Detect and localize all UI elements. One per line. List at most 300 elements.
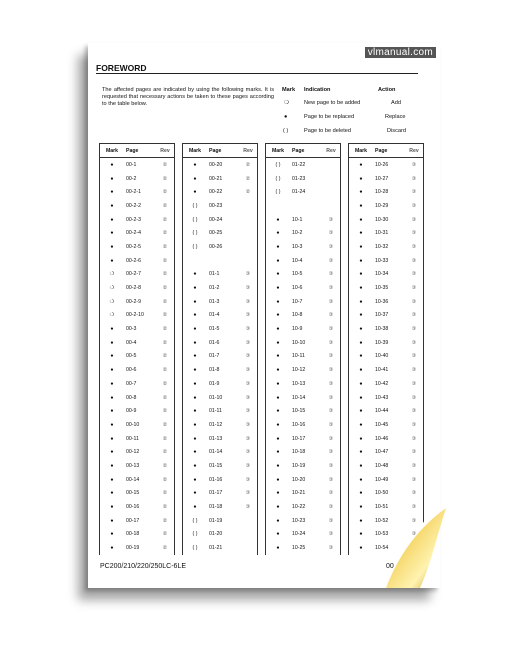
rev-cell: ③	[245, 285, 251, 292]
mark-cell: ●	[110, 408, 114, 415]
rev-cell: ③	[245, 421, 251, 428]
page-cell: 00-9	[126, 408, 137, 415]
legend-header-mark: Mark	[282, 87, 296, 93]
mark-cell: ●	[110, 462, 114, 469]
page-cell: 00-14	[126, 476, 140, 483]
mark-cell: ●	[193, 161, 197, 168]
mark-cell: ●	[359, 531, 363, 538]
rev-cell: ③	[411, 230, 417, 237]
page-cell: 10-11	[292, 353, 305, 360]
page-cell: 01-6	[209, 339, 220, 346]
page-cell: 10-29	[375, 202, 389, 209]
mark-cell: ( )	[275, 175, 281, 182]
legend-action-delete: Discard	[387, 128, 406, 134]
rev-cell: ②	[162, 462, 168, 469]
page-cell: 00-10	[126, 421, 140, 428]
rev-cell: ③	[245, 326, 251, 333]
rev-cell: ③	[411, 490, 417, 497]
mark-cell: ●	[193, 490, 197, 497]
page-cell: 10-50	[375, 490, 389, 497]
mark-cell: ●	[110, 504, 114, 511]
rev-cell: ③	[245, 271, 251, 278]
page-cell: 00-18	[126, 531, 140, 538]
page-cell: 01-15	[209, 462, 223, 469]
page-cell: 10-34	[375, 271, 389, 278]
rev-cell: ②	[162, 230, 168, 237]
column-header-page: Page	[290, 144, 322, 158]
rev-cell: ②	[162, 408, 168, 415]
mark-cell: ( )	[192, 216, 198, 223]
mark-cell: ●	[193, 476, 197, 483]
rev-cell: ③	[328, 339, 334, 346]
rev-cell: ③	[245, 435, 251, 442]
mark-cell: ●	[359, 271, 363, 278]
mark-cell: ●	[276, 476, 280, 483]
mark-cell: ●	[110, 326, 114, 333]
mark-cell: ●	[193, 339, 197, 346]
mark-cell: ●	[110, 175, 114, 182]
rev-cell: ②	[162, 326, 168, 333]
page-cell: 01-16	[209, 476, 223, 483]
mark-cell: ●	[359, 394, 363, 401]
page-cell: 10-43	[375, 394, 389, 401]
mark-cell: ( )	[192, 545, 198, 552]
rev-cell: ③	[245, 339, 251, 346]
page-cell: 00-4	[126, 339, 137, 346]
legend-indication-delete: Page to be deleted	[304, 128, 351, 134]
mark-cell: ●	[276, 257, 280, 264]
rev-cell: ③	[328, 353, 334, 360]
mark-cell: ●	[359, 257, 363, 264]
mark-cell: ●	[276, 367, 280, 374]
page-title: FOREWORD	[96, 63, 147, 73]
mark-cell: ●	[110, 449, 114, 456]
mark-cell: ●	[359, 449, 363, 456]
page-cell: 10-25	[292, 545, 306, 552]
page-cell: 00-23	[209, 202, 223, 209]
page-cell: 01-11	[209, 408, 222, 415]
rev-cell: ③	[245, 394, 251, 401]
rev-cell: ②	[162, 490, 168, 497]
mark-cell: ( )	[275, 161, 281, 168]
page-cell: 01-5	[209, 326, 220, 333]
rev-cell: ③	[411, 408, 417, 415]
page-cell: 10-15	[292, 408, 306, 415]
rev-cell: ③	[328, 504, 334, 511]
page-cell: 00-2-4	[126, 230, 141, 237]
page-cell: 10-49	[375, 476, 389, 483]
mark-cell: ●	[359, 462, 363, 469]
rev-cell: ②	[162, 257, 168, 264]
rev-cell: ③	[328, 312, 334, 319]
page-cell: 00-17	[126, 517, 140, 524]
mark-cell: ●	[276, 435, 280, 442]
mark-cell: ●	[193, 435, 197, 442]
page-cell: 01-24	[292, 189, 306, 196]
page-cell: 10-5	[292, 271, 303, 278]
rev-cell: ③	[411, 380, 417, 387]
rev-cell: ②	[162, 216, 168, 223]
column-header-mark: Mark	[183, 144, 208, 158]
mark-cell: ●	[359, 202, 363, 209]
mark-cell: ●	[110, 394, 114, 401]
rev-cell: ③	[328, 394, 334, 401]
rev-cell: ②	[162, 380, 168, 387]
rev-cell: ③	[411, 367, 417, 374]
page-cell: 00-1	[126, 161, 137, 168]
mark-cell: ●	[359, 298, 363, 305]
mark-cell: ❍	[109, 285, 115, 292]
rev-cell: ③	[328, 257, 334, 264]
rev-cell: ③	[328, 517, 334, 524]
mark-cell: ●	[276, 449, 280, 456]
rev-cell: ③	[328, 490, 334, 497]
page-cell: 10-16	[292, 421, 306, 428]
page-cell: 10-53	[375, 531, 389, 538]
mark-cell: ●	[359, 421, 363, 428]
page-cell: 01-9	[209, 380, 220, 387]
mark-cell: ●	[359, 339, 363, 346]
mark-cell: ●	[359, 517, 363, 524]
rev-cell: ③	[328, 271, 334, 278]
page-cell: 01-22	[292, 161, 306, 168]
page-cell: 10-26	[375, 161, 389, 168]
mark-cell: ●	[359, 326, 363, 333]
mark-cell: ●	[193, 175, 197, 182]
page-cell: 10-17	[292, 435, 306, 442]
page-cell: 00-6	[126, 367, 137, 374]
mark-cell: ❍	[109, 298, 115, 305]
mark-cell: ●	[359, 490, 363, 497]
mark-cell: ●	[359, 175, 363, 182]
rev-cell: ③	[411, 216, 417, 223]
page-cell: 10-33	[375, 257, 389, 264]
rev-cell: ③	[245, 504, 251, 511]
rev-cell: ③	[328, 216, 334, 223]
rev-cell: ③	[245, 408, 251, 415]
page-cell: 00-2	[126, 175, 137, 182]
rev-cell: ③	[411, 298, 417, 305]
mark-cell: ●	[110, 367, 114, 374]
rev-cell: ③	[328, 285, 334, 292]
column-header-page: Page	[373, 144, 405, 158]
rev-cell: ②	[245, 189, 251, 196]
mark-cell: ●	[276, 243, 280, 250]
intro-paragraph: The affected pages are indicated by using the following marks. It is requested that necessary actions be taken to these pages according to the table below.	[102, 87, 274, 107]
page-cell: 10-46	[375, 435, 389, 442]
page-cell: 01-7	[209, 353, 220, 360]
mark-cell: ●	[193, 394, 197, 401]
legend-mark-new: ❍	[284, 100, 290, 106]
page-cell: 01-4	[209, 312, 220, 319]
mark-cell: ( )	[192, 243, 198, 250]
rev-cell: ③	[411, 326, 417, 333]
rev-cell: ③	[328, 531, 334, 538]
page-cell: 10-35	[375, 285, 389, 292]
page-cell: 10-10	[292, 339, 306, 346]
page-cell: 10-2	[292, 230, 303, 237]
page-cell: 00-19	[126, 545, 140, 552]
mark-cell: ( )	[192, 230, 198, 237]
page-cell: 00-16	[126, 504, 140, 511]
rev-cell: ②	[162, 161, 168, 168]
mark-cell: ❍	[109, 312, 115, 319]
mark-cell: ●	[110, 435, 114, 442]
page-cell: 10-42	[375, 380, 389, 387]
mark-cell: ●	[110, 230, 114, 237]
mark-cell: ●	[276, 230, 280, 237]
rev-cell: ③	[245, 298, 251, 305]
rev-cell: ③	[411, 353, 417, 360]
mark-cell: ●	[193, 504, 197, 511]
page-cell: 00-13	[126, 462, 140, 469]
rev-cell: ②	[162, 367, 168, 374]
rev-cell: ③	[328, 449, 334, 456]
page-cell: 00-2-7	[126, 271, 141, 278]
legend-indication-replace: Page to be replaced	[304, 114, 355, 120]
rev-cell: ②	[162, 394, 168, 401]
rev-cell: ③	[328, 380, 334, 387]
page-cell: 00-20	[209, 161, 223, 168]
page-cell: 10-47	[375, 449, 389, 456]
rev-cell: ③	[245, 380, 251, 387]
rev-cell: ③	[411, 462, 417, 469]
rev-cell: ②	[162, 435, 168, 442]
page-cell: 01-14	[209, 449, 223, 456]
page-cell: 00-2-6	[126, 257, 141, 264]
column-header-page: Page	[124, 144, 156, 158]
page-cell: 10-30	[375, 216, 389, 223]
column-header-rev: Rev	[405, 144, 424, 158]
page-cell: 01-13	[209, 435, 223, 442]
mark-cell: ( )	[192, 517, 198, 524]
mark-cell: ●	[193, 189, 197, 196]
rev-cell: ③	[245, 462, 251, 469]
rev-cell: ③	[245, 312, 251, 319]
mark-cell: ●	[193, 312, 197, 319]
mark-cell: ●	[359, 545, 363, 552]
mark-cell: ●	[276, 271, 280, 278]
mark-cell: ●	[110, 490, 114, 497]
rev-cell: ②	[162, 339, 168, 346]
page-cell: 10-27	[375, 175, 389, 182]
rev-cell: ②	[162, 243, 168, 250]
page-cell: 10-6	[292, 285, 303, 292]
rev-cell: ③	[411, 504, 417, 511]
rev-cell: ②	[162, 545, 168, 552]
page-cell: 00-7	[126, 380, 137, 387]
mark-cell: ●	[276, 545, 280, 552]
rev-cell: ③	[411, 449, 417, 456]
mark-cell: ●	[193, 298, 197, 305]
mark-cell: ●	[110, 257, 114, 264]
mark-cell: ●	[359, 408, 363, 415]
page-cell: 00-2-5	[126, 243, 141, 250]
mark-cell: ●	[359, 161, 363, 168]
page-cell: 10-32	[375, 243, 389, 250]
mark-cell: ●	[276, 339, 280, 346]
page-cell: 00-3	[126, 326, 137, 333]
rev-cell: ③	[328, 408, 334, 415]
mark-cell: ●	[110, 421, 114, 428]
legend-action-new: Add	[391, 100, 401, 106]
rev-cell: ②	[162, 421, 168, 428]
page-cell: 10-22	[292, 504, 306, 511]
mark-cell: ●	[359, 189, 363, 196]
rev-cell: ③	[411, 161, 417, 168]
mark-cell: ●	[359, 435, 363, 442]
mark-cell: ●	[276, 462, 280, 469]
page-cell: 10-21	[292, 490, 306, 497]
page-cell: 01-1	[209, 271, 220, 278]
mark-cell: ●	[276, 490, 280, 497]
mark-cell: ●	[276, 504, 280, 511]
rev-cell: ②	[162, 189, 168, 196]
page-cell: 10-12	[292, 367, 306, 374]
rev-cell: ③	[411, 285, 417, 292]
rev-cell: ③	[411, 175, 417, 182]
rev-cell: ③	[411, 517, 417, 524]
rev-cell: ③	[411, 312, 417, 319]
mark-cell: ●	[276, 517, 280, 524]
rev-cell: ③	[411, 271, 417, 278]
page-cell: 00-2-3	[126, 216, 141, 223]
page-cell: 10-37	[375, 312, 389, 319]
rev-cell: ③	[411, 394, 417, 401]
page-cell: 10-39	[375, 339, 389, 346]
page-cell: 10-41	[375, 367, 389, 374]
mark-cell: ●	[359, 243, 363, 250]
mark-cell: ●	[193, 449, 197, 456]
page-cell: 00-2-10	[126, 312, 144, 319]
rev-cell: ③	[411, 339, 417, 346]
rev-cell: ③	[328, 462, 334, 469]
mark-cell: ●	[276, 531, 280, 538]
rev-cell: ②	[162, 202, 168, 209]
mark-cell: ●	[276, 312, 280, 319]
rev-cell: ③	[411, 435, 417, 442]
mark-cell: ●	[193, 353, 197, 360]
mark-cell: ●	[110, 161, 114, 168]
model-footer: PC200/210/220/250LC-6LE	[100, 563, 187, 570]
column-header-rev: Rev	[239, 144, 258, 158]
mark-cell: ●	[276, 216, 280, 223]
mark-cell: ●	[193, 462, 197, 469]
mark-cell: ●	[110, 353, 114, 360]
mark-cell: ●	[359, 285, 363, 292]
mark-cell: ●	[193, 421, 197, 428]
column-header-mark: Mark	[100, 144, 125, 158]
rev-cell: ③	[245, 353, 251, 360]
rev-cell: ②	[245, 175, 251, 182]
page-cell: 01-10	[209, 394, 223, 401]
page-cell: 10-48	[375, 462, 389, 469]
page-cell: 10-38	[375, 326, 389, 333]
rev-cell: ③	[411, 202, 417, 209]
column-header-mark: Mark	[266, 144, 291, 158]
page-cell: 10-28	[375, 189, 389, 196]
mark-cell: ●	[359, 312, 363, 319]
rev-cell: ③	[245, 367, 251, 374]
page-cell: 01-19	[209, 517, 223, 524]
mark-cell: ●	[110, 243, 114, 250]
page-cell: 10-8	[292, 312, 303, 319]
rev-cell: ②	[162, 353, 168, 360]
page-cell: 00-2-9	[126, 298, 141, 305]
page-cell: 00-25	[209, 230, 223, 237]
rev-cell: ③	[328, 545, 334, 552]
mark-cell: ●	[110, 380, 114, 387]
page-cell: 00-21	[209, 175, 223, 182]
rev-cell: ③	[245, 476, 251, 483]
page-cell: 10-4	[292, 257, 303, 264]
mark-cell: ●	[193, 380, 197, 387]
mark-cell: ●	[110, 517, 114, 524]
rev-cell: ③	[411, 421, 417, 428]
rev-cell: ③	[411, 243, 417, 250]
page-cell: 01-21	[209, 545, 223, 552]
mark-cell: ●	[276, 421, 280, 428]
rev-cell: ②	[162, 285, 168, 292]
page-cell: 10-14	[292, 394, 306, 401]
rev-cell: ③	[328, 326, 334, 333]
page-cell: 10-7	[292, 298, 303, 305]
mark-cell: ●	[359, 216, 363, 223]
rev-cell: ③	[328, 476, 334, 483]
page-cell: 00-8	[126, 394, 137, 401]
rev-cell: ③	[245, 449, 251, 456]
column-header-rev: Rev	[156, 144, 175, 158]
page-cell: 10-20	[292, 476, 306, 483]
mark-cell: ●	[110, 476, 114, 483]
rev-cell: ②	[162, 298, 168, 305]
mark-cell: ●	[276, 380, 280, 387]
rev-cell: ②	[162, 504, 168, 511]
mark-cell: ( )	[192, 202, 198, 209]
rev-cell: ③	[411, 531, 417, 538]
page-cell: 10-9	[292, 326, 303, 333]
rev-cell: ②	[162, 517, 168, 524]
mark-cell: ●	[359, 230, 363, 237]
page-cell: 10-31	[375, 230, 389, 237]
page-number: 00	[386, 563, 394, 570]
mark-cell: ●	[276, 285, 280, 292]
page-cell: 10-51	[375, 504, 389, 511]
mark-cell: ( )	[275, 189, 281, 196]
page-cell: 00-2-2	[126, 202, 141, 209]
page-cell: 01-18	[209, 504, 223, 511]
mark-cell: ●	[276, 394, 280, 401]
mark-cell: ●	[359, 367, 363, 374]
page-cell: 10-44	[375, 408, 389, 415]
mark-cell: ●	[359, 476, 363, 483]
mark-cell: ●	[193, 271, 197, 278]
column-header-mark: Mark	[349, 144, 374, 158]
page-cell: 10-40	[375, 353, 389, 360]
page-cell: 10-36	[375, 298, 389, 305]
mark-cell: ●	[276, 298, 280, 305]
rev-cell: ②	[245, 161, 251, 168]
mark-cell: ❍	[109, 271, 115, 278]
mark-cell: ●	[110, 545, 114, 552]
mark-cell: ●	[276, 408, 280, 415]
rev-cell: ②	[162, 175, 168, 182]
mark-cell: ●	[193, 285, 197, 292]
mark-cell: ●	[110, 202, 114, 209]
page-cell: 10-19	[292, 462, 306, 469]
mark-cell: ●	[110, 189, 114, 196]
page-cell: 00-22	[209, 189, 223, 196]
